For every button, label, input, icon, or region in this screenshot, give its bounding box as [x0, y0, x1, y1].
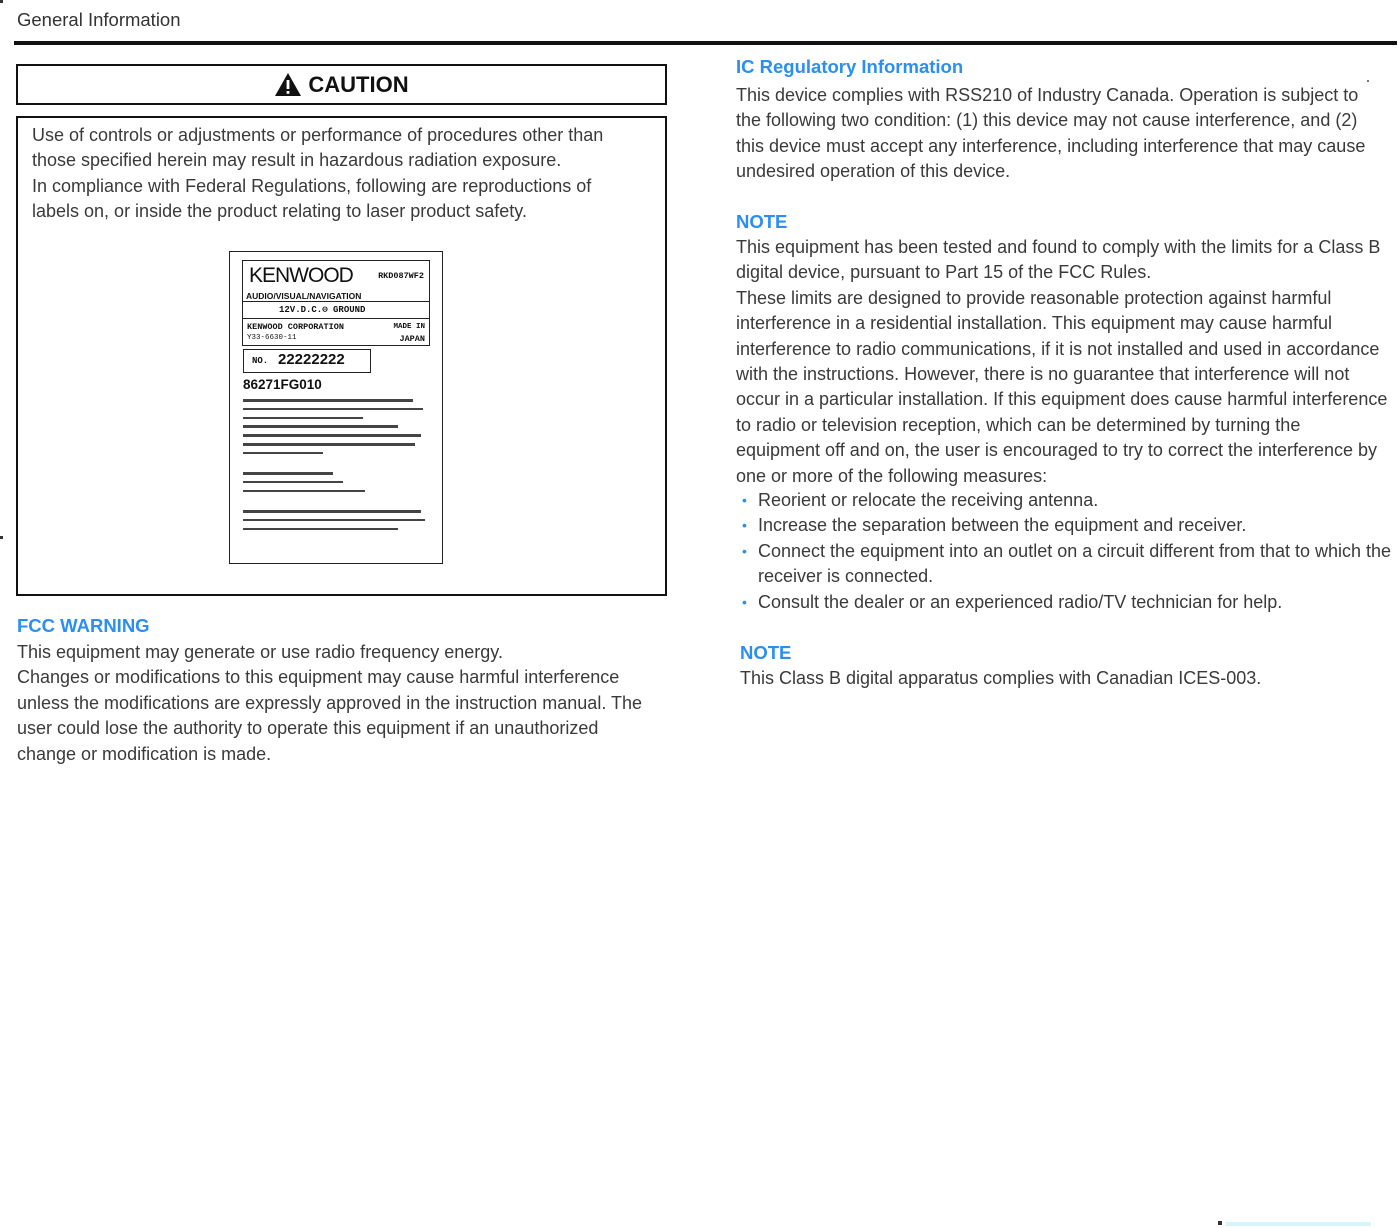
caution-banner — [16, 64, 667, 105]
label-brand: KENWOOD — [249, 264, 353, 287]
list-item: • Consult the dealer or an experienced radio/TV technician for help. — [740, 590, 1392, 615]
list-item: • Reorient or relocate the receiving antenna. — [740, 488, 1392, 513]
bullet-dot: • — [742, 593, 747, 610]
label-serial-prefix: NO. — [252, 356, 269, 366]
note-text-canada: This Class B digital apparatus complies with Canadian ICES-003. — [740, 668, 1262, 688]
ic-regulatory-heading: IC Regulatory Information — [736, 56, 964, 77]
label-country: JAPAN — [399, 334, 425, 344]
laser-safety-text — [32, 123, 642, 225]
caution-paragraph: Use of controls or adjustments or performance of procedures other than those specified herein may result in hazardous radiation exposure. — [32, 125, 604, 171]
label-serial-number: 22222222 — [278, 351, 345, 368]
note-heading-canada: NOTE — [740, 642, 792, 663]
label-made-in: MADE IN — [393, 323, 425, 331]
dot-mark — [1367, 80, 1369, 82]
caution-title: CAUTION — [308, 71, 409, 97]
label-fg-code: 86271FG010 — [243, 377, 322, 392]
list-item: • Increase the separation between the equipment and receiver. — [740, 513, 1392, 538]
side-mark — [0, 536, 3, 539]
label-voltage: 12V.D.C.⊖ GROUND — [279, 305, 366, 315]
label-part-code: Y33-6630-11 — [247, 334, 297, 342]
bullet-dot: • — [742, 492, 747, 508]
corner-mark — [0, 0, 3, 3]
bullet-dot: • — [742, 517, 747, 534]
note-paragraph: These limits are designed to provide reasonable protection against harmful interference in a residential installation. This equipment may cause harmful interference to radio communications, if it is not installed and used in accordance with the instructions. However, there is no guarantee that interference will not occur in a particular installation. If this equipment does cause harmful interference to radio or television reception, which can be determined by turning the equipment off and on, the user is encouraged to try to correct the interference by one or more of the following measures: — [736, 287, 1388, 486]
label-corporation: KENWOOD CORPORATION — [247, 322, 344, 332]
product-label-image — [229, 251, 443, 564]
label-fine-print — [243, 472, 433, 498]
measures-list — [740, 488, 1392, 615]
fcc-paragraph: Changes or modifications to this equipment may cause harmful interference unless the modifications are expressly approved in the instruction manual. The user could lose the authority to operate this equipment if an unauthorized change or modification is made. — [17, 667, 643, 764]
note-heading: NOTE — [736, 211, 788, 232]
label-serial-box — [243, 349, 371, 373]
label-header-block — [242, 260, 430, 346]
bullet-dot: • — [742, 542, 747, 559]
label-divider — [243, 318, 429, 319]
ic-regulatory-text: This device complies with RSS210 of Industry Canada. Operation is subject to the following two condition: (1) this device may not cause interference, and (2) this device must accept any interference, including interference that may cause undesired operation of this device. — [736, 85, 1366, 182]
label-fine-print — [243, 510, 433, 536]
label-model: RKD087WF2 — [378, 271, 424, 281]
caution-paragraph: In compliance with Federal Regulations, following are reproductions of labels on, or inside the product relating to laser product safety. — [32, 175, 592, 222]
label-divider — [243, 301, 429, 302]
footer-bar — [1226, 1222, 1371, 1226]
fcc-warning-text — [17, 640, 657, 767]
label-fine-print — [243, 399, 433, 460]
note-text — [736, 235, 1388, 489]
fcc-warning-heading: FCC WARNING — [17, 615, 150, 636]
note-paragraph: This equipment has been tested and found to comply with the limits for a Class B digital device, pursuant to Part 15 of the FCC Rules. — [736, 237, 1381, 283]
footer-mark — [1218, 1221, 1222, 1225]
laser-safety-box — [16, 116, 667, 596]
page-header-title: General Information — [17, 9, 181, 30]
warning-triangle-icon — [274, 72, 302, 97]
list-item: • Connect the equipment into an outlet on a circuit different from that to which the receiver is connected. — [742, 540, 1392, 587]
header-rule — [14, 41, 1397, 45]
label-type: AUDIO/VISUAL/NAVIGATION — [246, 291, 362, 301]
fcc-paragraph: This equipment may generate or use radio frequency energy. — [17, 642, 503, 662]
